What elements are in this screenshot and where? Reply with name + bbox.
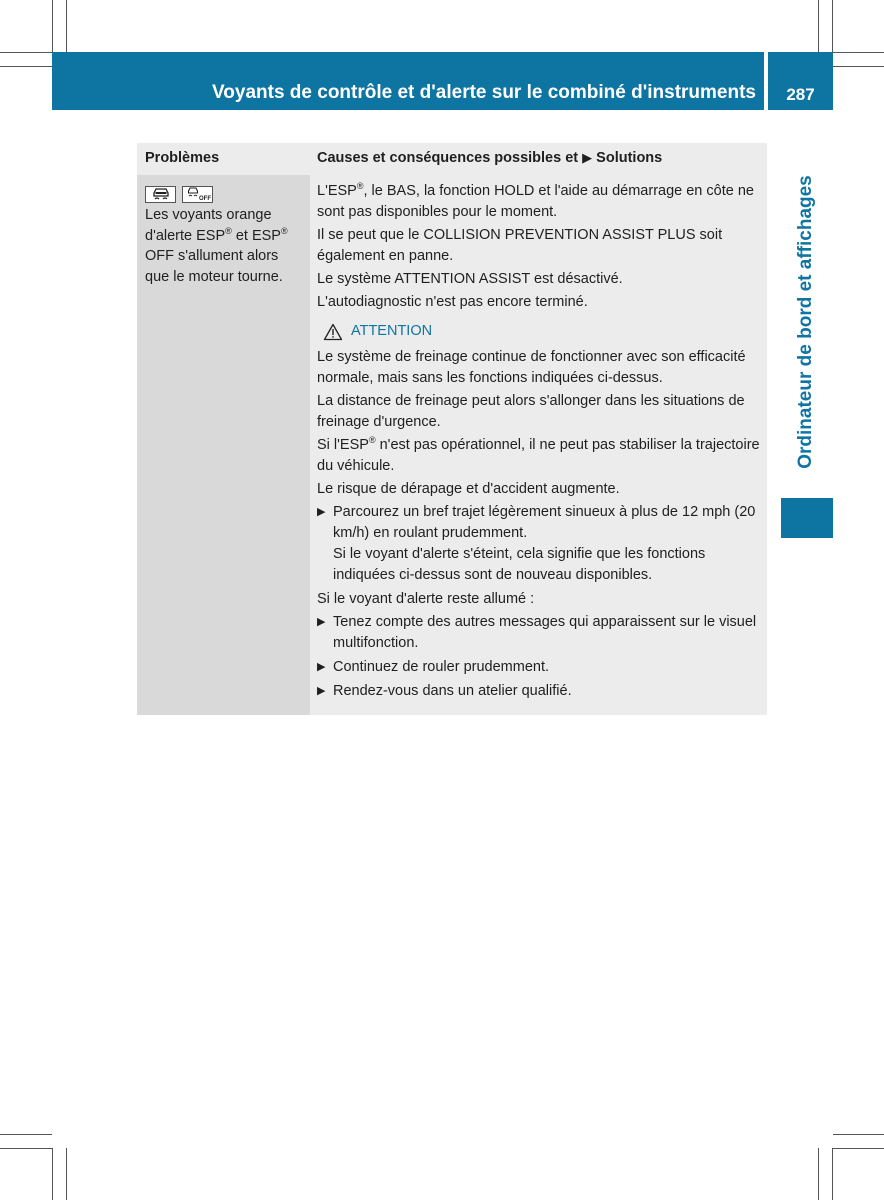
info-table [137, 143, 767, 715]
attention-heading [323, 321, 763, 342]
registered-mark: ® [280, 225, 288, 236]
problem-line-et: et ESP [231, 227, 281, 244]
instruction-text: Tenez compte des autres messages qui apparaissent sur le visuel multifonction. [333, 614, 757, 651]
cause-paragraph: L'autodiagnostic n'est pas encore terminé. [317, 294, 588, 310]
crop-mark [52, 0, 53, 52]
arrow-right-icon: ▶ [582, 150, 593, 165]
crop-mark [818, 0, 819, 52]
crop-mark [66, 1148, 67, 1200]
arrow-right-icon: ▶ [317, 661, 326, 673]
problem-description [145, 205, 307, 287]
crop-mark [0, 1134, 52, 1135]
instruction-result-text: Si le voyant d'alerte s'éteint, cela signifie que les fonctions indiquées ci-dessus sont de nouveau disponibles. [333, 546, 706, 583]
header-problems: Problèmes [145, 150, 220, 166]
cause-text: L'ESP [317, 183, 357, 199]
cause-paragraph: Si le voyant d'alerte reste allumé : [317, 591, 535, 607]
instruction-text: Rendez-vous dans un atelier qualifié. [333, 683, 572, 699]
problem-cell [145, 183, 307, 287]
header-solutions-label: Solutions [596, 150, 663, 166]
warning-paragraph: Le risque de dérapage et d'accident augmente. [317, 481, 620, 497]
causes-cell [317, 181, 763, 705]
problem-line: OFF s'allument alors [145, 248, 279, 264]
instruction-item [317, 612, 763, 654]
crop-mark [66, 0, 67, 52]
crop-mark [818, 1148, 819, 1200]
cause-paragraph: Le système ATTENTION ASSIST est désactivé. [317, 271, 623, 287]
crop-mark [832, 0, 833, 52]
crop-mark [833, 52, 884, 53]
arrow-right-icon: ▶ [317, 685, 326, 697]
crop-mark [0, 1148, 52, 1149]
cause-paragraph: Il se peut que le COLLISION PREVENTION ASSIST PLUS soit également en panne. [317, 227, 723, 264]
registered-mark: ® [225, 225, 232, 236]
section-tab-marker [781, 498, 833, 538]
warning-text: Si l'ESP [317, 437, 369, 453]
registered-mark: ® [356, 181, 364, 192]
cause-text: , le BAS, la fonction HOLD et l'aide au démarrage en côte ne sont pas disponibles pour le moment. [317, 183, 754, 220]
crop-mark [833, 66, 884, 67]
arrow-right-icon: ▶ [317, 506, 326, 518]
cause-paragraph [317, 181, 763, 223]
problem-line: que le moteur tourne. [145, 268, 283, 285]
crop-mark [52, 1148, 53, 1200]
registered-mark: ® [368, 435, 376, 446]
attention-label: ATTENTION [351, 323, 433, 339]
warning-paragraph: Le système de freinage continue de fonctionner avec son efficacité normale, mais sans les fonctions indiquées ci-dessus. [317, 349, 746, 386]
warning-icons [145, 183, 307, 205]
problem-line: d'alerte ESP [145, 227, 226, 244]
instruction-text: Parcourez un bref trajet légèrement sinueux à plus de 12 mph (20 km/h) en roulant prudemment. [333, 504, 756, 541]
crop-mark [832, 1148, 833, 1200]
page-number: 287 [786, 85, 815, 104]
page-number-box [768, 52, 833, 110]
esp-warning-icon [145, 186, 176, 203]
page-header [52, 52, 764, 110]
svg-text:OFF: OFF [198, 196, 211, 202]
warning-text: n'est pas opérationnel, il ne peut pas stabiliser la trajectoire du véhicule. [317, 437, 760, 474]
instruction-item [317, 681, 763, 702]
header-causes [317, 150, 662, 166]
arrow-right-icon: ▶ [317, 616, 326, 628]
page-title: Voyants de contrôle et d'alerte sur le combiné d'instruments [212, 82, 756, 103]
crop-mark [833, 1148, 884, 1149]
warning-triangle-icon [323, 323, 343, 341]
crop-mark [0, 66, 52, 67]
instruction-item [317, 657, 763, 678]
esp-off-icon [182, 186, 213, 203]
crop-mark [0, 52, 52, 53]
section-title-vertical: Ordinateur de bord et affichages [795, 175, 816, 469]
warning-paragraph: La distance de freinage peut alors s'allonger dans les situations de freinage d'urgence. [317, 393, 745, 430]
instruction-item [317, 502, 763, 586]
crop-mark [833, 1134, 884, 1135]
header-causes-label: Causes et conséquences possibles et [317, 150, 579, 166]
instruction-text: Continuez de rouler prudemment. [333, 659, 550, 675]
problem-line: Les voyants orange [145, 207, 272, 223]
warning-paragraph [317, 435, 763, 477]
